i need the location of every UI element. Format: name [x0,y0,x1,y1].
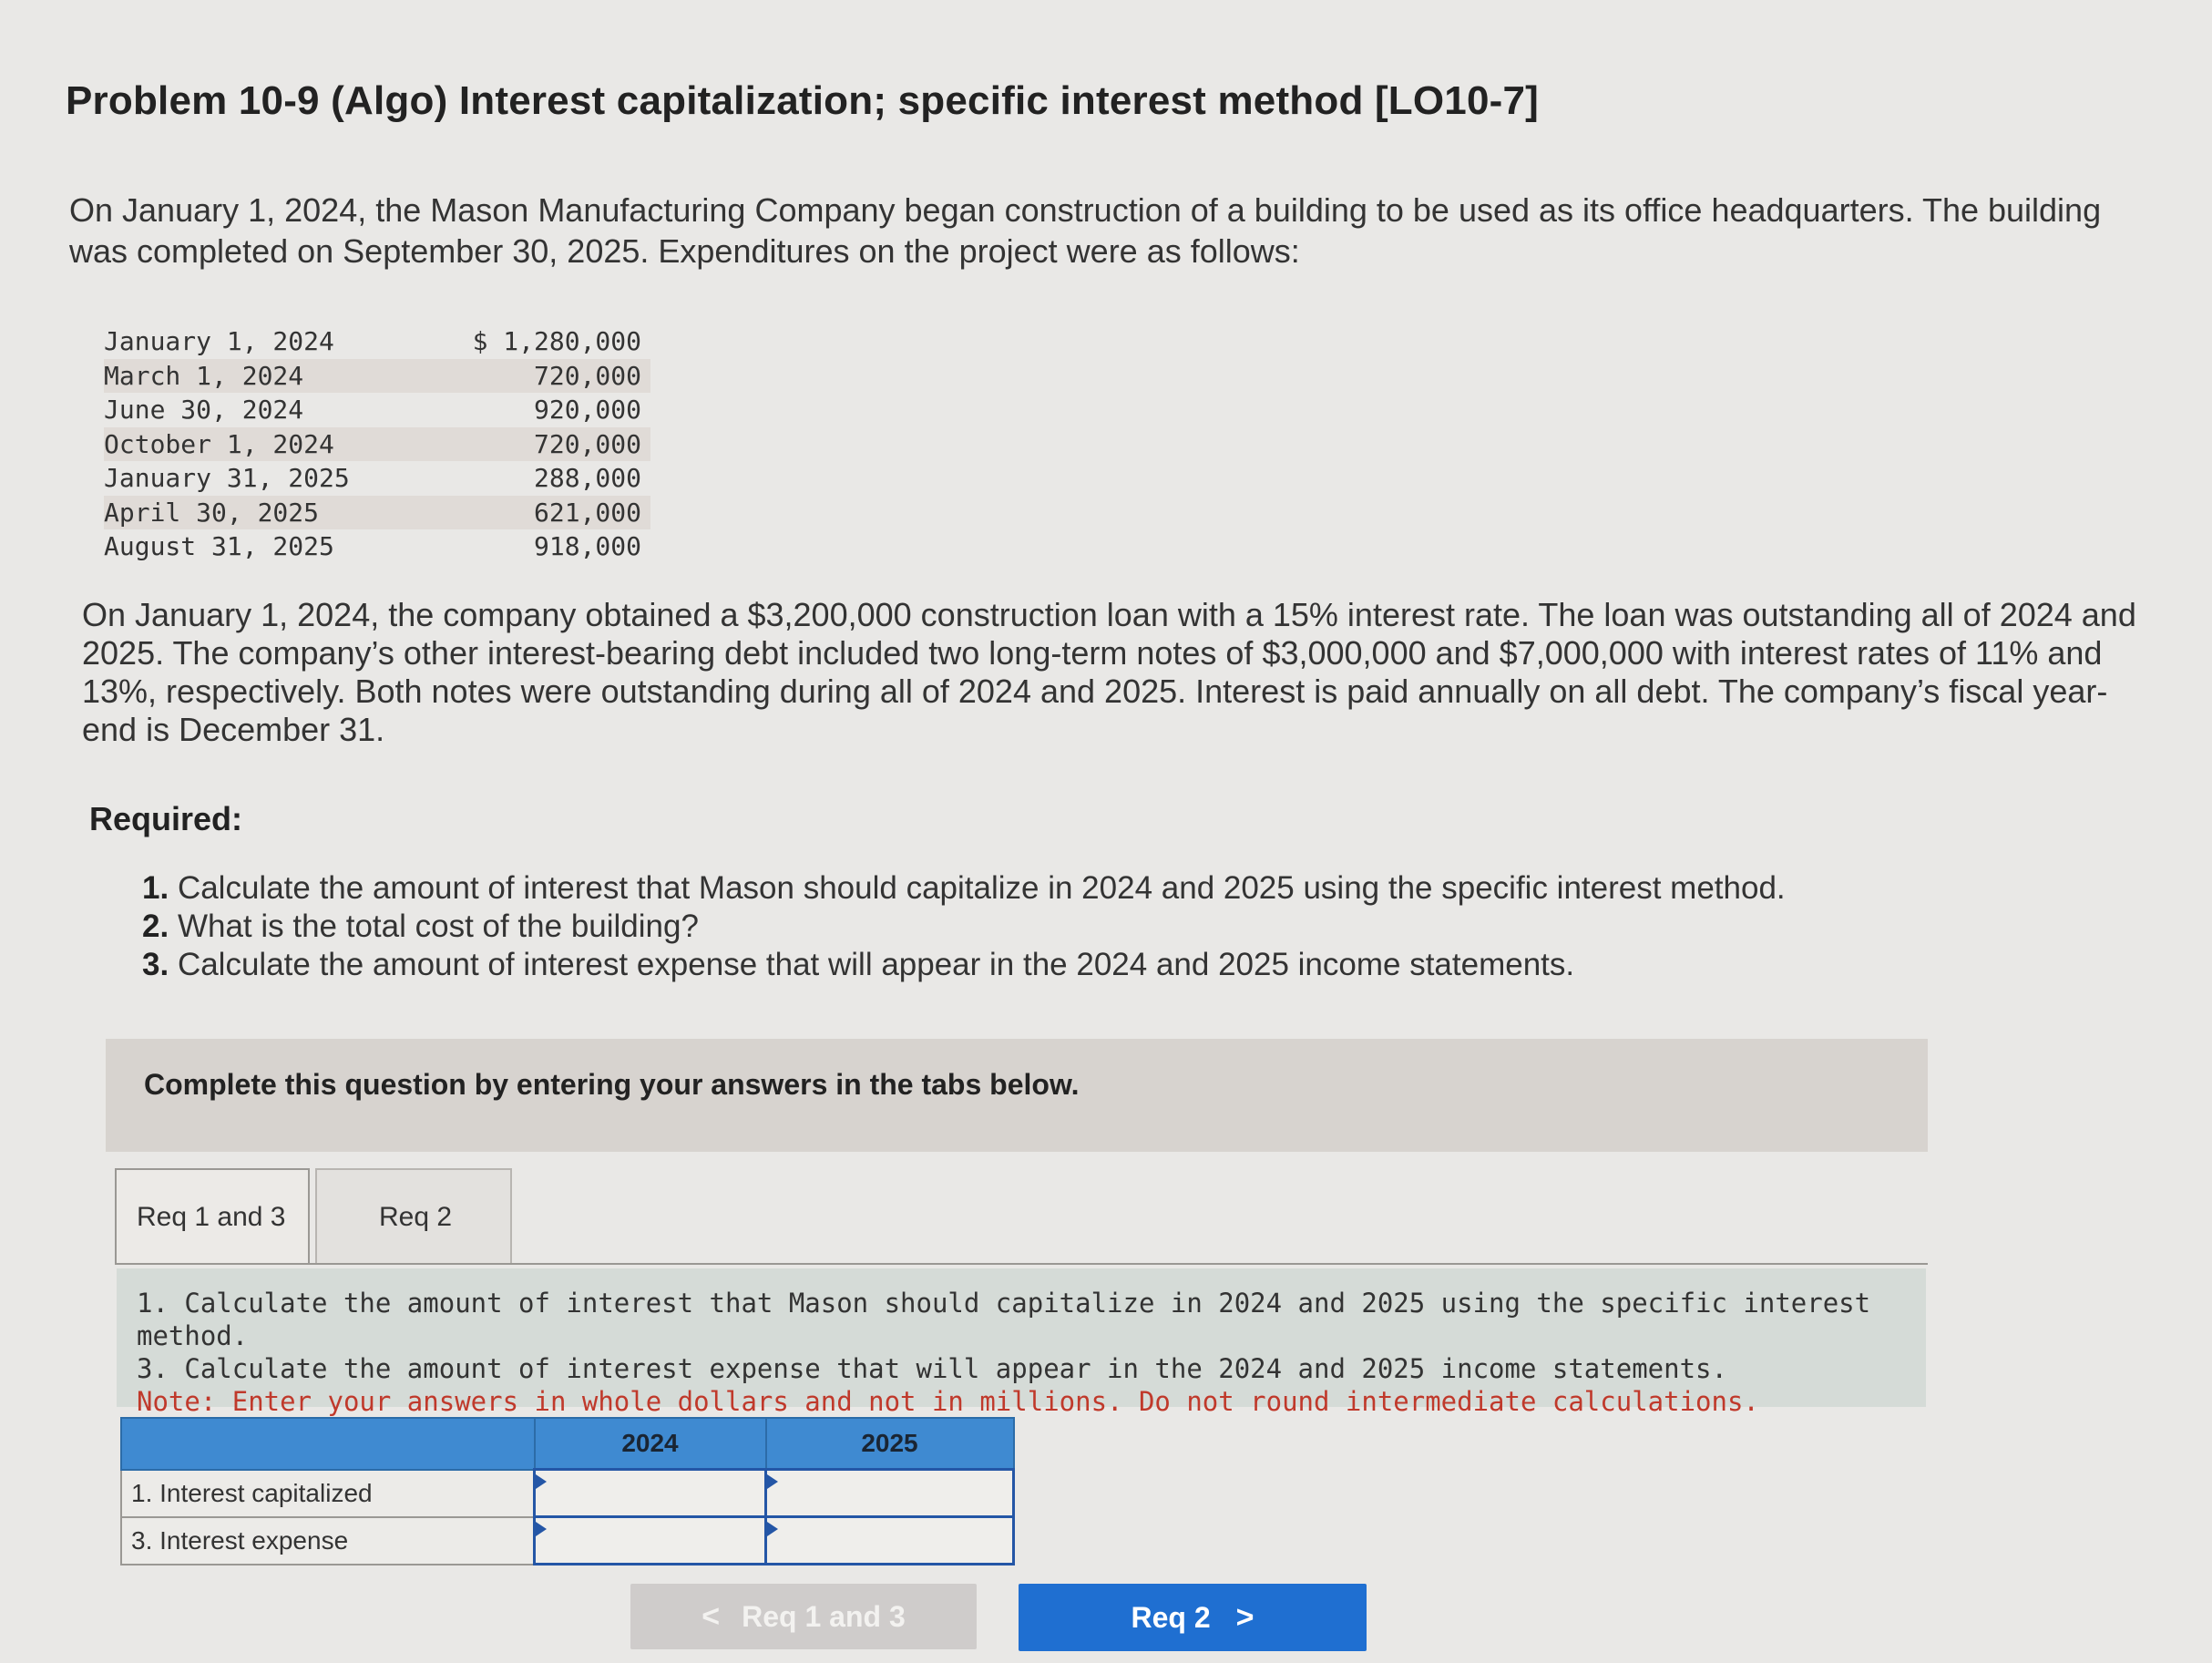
expenditure-date: April 30, 2025 [104,497,320,528]
required-item-number: 2. [142,908,169,944]
interest-capitalized-2025-input[interactable] [767,1471,1012,1515]
answer-table [120,1417,1015,1565]
expenditure-date: October 1, 2024 [104,428,334,459]
required-item-text: What is the total cost of the building? [177,908,699,944]
answer-table-header-row [121,1418,1014,1470]
expenditure-row [104,427,650,462]
instructions-banner: Complete this question by entering your answers in the tabs below. [106,1039,1928,1152]
next-req-label: Req 2 [1131,1600,1211,1634]
expenditure-amount: 920,000 [533,395,641,425]
table-row [121,1517,1014,1565]
interest-expense-2024-input[interactable] [536,1518,764,1563]
required-item-number: 1. [142,870,169,906]
chevron-left-icon: < [701,1598,721,1634]
prev-req-button [630,1584,977,1649]
expenditure-amount: 720,000 [533,428,641,459]
required-item [142,946,2055,984]
row-label-interest-expense: 3. Interest expense [121,1517,535,1565]
problem-intro: On January 1, 2024, the Mason Manufacturing Company began construction of a building to be used as its office headquarters. The building was completed on September 30, 2025. Expenditures on the project were as follows: [69,191,2102,270]
expenditure-amount: 621,000 [533,497,641,528]
instruction-line: 3. Calculate the amount of interest expense that will appear in the 2024 and 2025 income statements. [137,1353,1727,1384]
expenditure-row [104,324,650,359]
expenditure-date: August 31, 2025 [104,531,334,561]
table-row [121,1470,1014,1517]
problem-title: Problem 10-9 (Algo) Interest capitalization; specific interest method [LO10-7] [66,78,1540,123]
expenditure-amount: 288,000 [533,463,641,493]
required-item [142,908,2055,946]
required-heading: Required: [89,800,243,837]
next-req-button[interactable] [1019,1584,1367,1651]
interest-capitalized-2025-cell [766,1470,1014,1517]
expenditure-row [104,496,650,530]
input-marker-icon [767,1522,778,1536]
expenditure-amount: 720,000 [533,360,641,391]
interest-expense-2025-cell [766,1517,1014,1565]
input-marker-icon [536,1474,547,1489]
interest-expense-2024-cell [535,1517,766,1565]
expenditure-row [104,393,650,427]
instruction-note: Note: Enter your answers in whole dollars and not in millions. Do not round intermediate calculations. [137,1386,1759,1417]
expenditure-amount: 918,000 [533,531,641,561]
expenditure-row [104,359,650,394]
tab-req-2[interactable]: Req 2 [315,1168,512,1265]
instruction-line: 1. Calculate the amount of interest that Mason should capitalize in 2024 and 2025 using the specific interest method. [137,1288,1871,1351]
input-marker-icon [767,1474,778,1489]
loan-description: On January 1, 2024, the company obtained a $3,200,000 construction loan with a 15% interest rate. The loan was outstanding all of 2024 and 2025. The company’s other interest-bearing debt included two long-term notes of $3,000,000 and $7,000,000 with interest rates of 11% and 13%, respectively. Both notes were outstanding during all of 2024 and 2025. Interest is paid annually on all debt. The company’s fiscal year-end is December 31. [82,596,2136,748]
expenditure-date: March 1, 2024 [104,360,304,391]
prev-req-label: Req 1 and 3 [742,1599,906,1633]
tab-divider [115,1263,1928,1265]
interest-capitalized-2024-cell [535,1470,766,1517]
expenditure-date: January 31, 2025 [104,463,350,493]
input-marker-icon [536,1522,547,1536]
row-label-interest-capitalized: 1. Interest capitalized [121,1470,535,1517]
required-item-number: 3. [142,947,169,982]
tab-req-1-and-3[interactable]: Req 1 and 3 [115,1168,310,1265]
required-item-text: Calculate the amount of interest expense that will appear in the 2024 and 2025 income statements. [177,947,1575,982]
chevron-right-icon: > [1235,1599,1254,1635]
interest-capitalized-2024-input[interactable] [536,1471,764,1515]
expenditure-row [104,529,650,564]
expenditure-date: January 1, 2024 [104,326,334,356]
required-item-text: Calculate the amount of interest that Mason should capitalize in 2024 and 2025 using the specific interest method. [177,870,1786,906]
answer-table-header-blank [121,1418,535,1470]
expenditure-date: June 30, 2024 [104,395,304,425]
tab-instructions [117,1268,1926,1417]
expenditure-amount: $ 1,280,000 [472,326,641,356]
expenditure-row [104,461,650,496]
answer-table-header-2025: 2025 [766,1418,1014,1470]
required-item [142,869,2055,908]
expenditures-table [104,324,650,564]
interest-expense-2025-input[interactable] [767,1518,1012,1563]
requirement-tabs [115,1168,512,1267]
answer-table-header-2024: 2024 [535,1418,766,1470]
required-list [142,869,2055,984]
